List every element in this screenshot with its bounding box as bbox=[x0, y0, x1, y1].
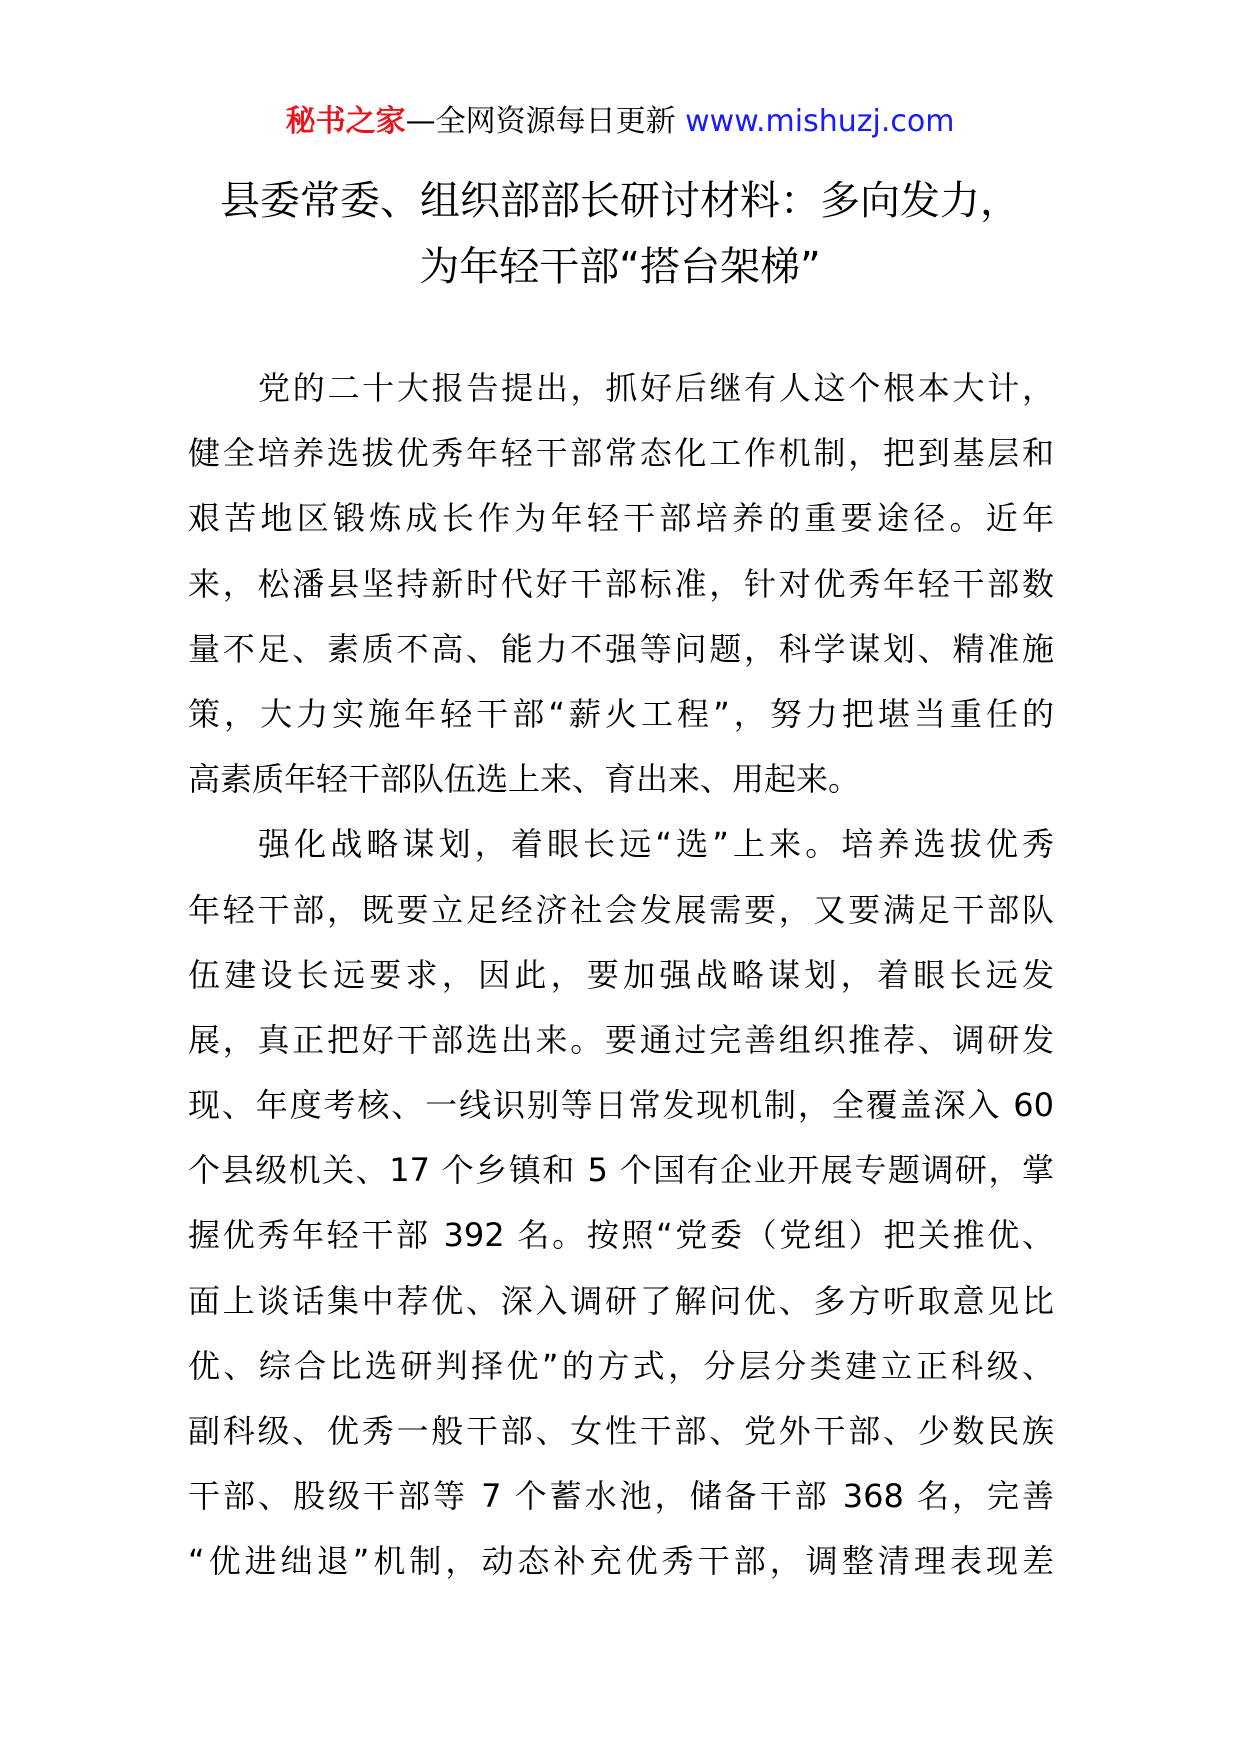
body-line: 健全培养选拔优秀年轻干部常态化工作机制，把到基层和 bbox=[188, 434, 1054, 473]
body-line: 来，松潘县坚持新时代好干部标准，针对优秀年轻干部数 bbox=[188, 564, 1054, 603]
title-line-2: 为年轻干部“搭台架梯” bbox=[419, 244, 821, 290]
paragraph-1 bbox=[188, 356, 1054, 812]
body-line: 副科级、优秀一般干部、女性干部、党外干部、少数民族 bbox=[188, 1412, 1054, 1450]
body-line: 强化战略谋划，着眼长远“选”上来。培养选拔优秀 bbox=[258, 825, 1054, 864]
body-line: 握优秀年轻干部 392 名。按照“党委（党组）把关推优、 bbox=[188, 1216, 1054, 1255]
body-line: 艰苦地区锻炼成长作为年轻干部培养的重要途径。近年 bbox=[188, 499, 1054, 538]
header-tagline: —全网资源每日更新 bbox=[405, 104, 676, 139]
body-line: 伍建设长远要求，因此，要加强战略谋划，着眼长远发 bbox=[188, 955, 1054, 994]
document-title bbox=[0, 168, 1240, 300]
body-line: 现、年度考核、一线识别等日常发现机制，全覆盖深入 60 bbox=[188, 1086, 1054, 1125]
brand-name: 秘书之家 bbox=[285, 104, 406, 139]
body-line: “优进绌退”机制，动态补充优秀干部，调整清理表现差 bbox=[188, 1542, 1054, 1581]
body-line: 面上谈话集中荐优、深入调研了解问优、多方听取意见比 bbox=[188, 1281, 1054, 1320]
body-line: 高素质年轻干部队伍选上来、育出来、用起来。 bbox=[188, 760, 861, 799]
site-header bbox=[0, 102, 1240, 142]
site-url-link[interactable]: www.mishuzj.com bbox=[685, 104, 955, 139]
paragraph-2 bbox=[188, 812, 1054, 1594]
body-line: 优、综合比选研判择优”的方式，分层分类建立正科级、 bbox=[188, 1346, 1054, 1385]
body-line: 干部、股级干部等 7 个蓄水池，储备干部 368 名，完善 bbox=[188, 1477, 1054, 1516]
document-body bbox=[188, 356, 1054, 1595]
body-line: 年轻干部，既要立足经济社会发展需要，又要满足干部队 bbox=[188, 890, 1054, 929]
body-line: 策，大力实施年轻干部“薪火工程”，努力把堪当重任的 bbox=[188, 694, 1054, 733]
body-line: 量不足、素质不高、能力不强等问题，科学谋划、精准施 bbox=[188, 629, 1054, 668]
title-line-1: 县委常委、组织部部长研讨材料：多向发力， bbox=[220, 178, 1020, 224]
body-line: 个县级机关、17 个乡镇和 5 个国有企业开展专题调研，掌 bbox=[188, 1151, 1054, 1190]
body-line: 展，真正把好干部选出来。要通过完善组织推荐、调研发 bbox=[188, 1020, 1054, 1059]
body-line: 党的二十大报告提出，抓好后继有人这个根本大计， bbox=[258, 369, 1054, 407]
